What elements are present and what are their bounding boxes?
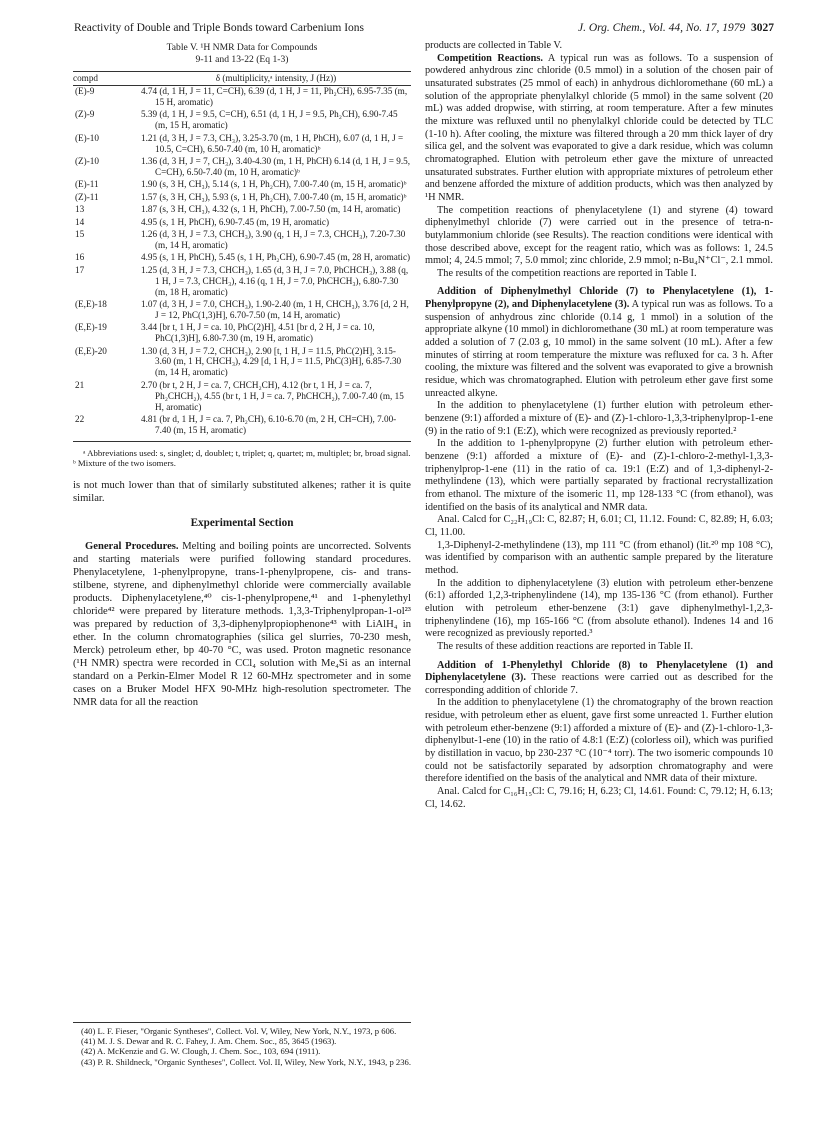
nmr-data: 4.95 (s, 1 H, PhCH), 6.90-7.45 (m, 19 H, aromatic) (141, 216, 330, 227)
paragraph-body: A typical run was as follows. To a suspension of powdered anhydrous zinc chloride (0.5 mmol) in a solution of the chosen pair of unsaturated substrates (25 mmol of each) in anhydrous dichloromethane (60 mL) a solution of the appropriate phenylalkyl chloride (5 mmol) in the same solvent (20 mL) was added dropwise, with stirring, at room temperature. After a few minutes the mixture was refluxed until no phenylalkyl chloride could be detected by TLC (1-10 h). After cooling, the mixture was filtered through a 20 mm thick layer of dry silica gel, and the solvent was evaporated to give a dark residue, which was column chromatographed. Elution with petroleum ether gave the mixture of unreacted unsaturated substrates. Further elution with appropriate mixtures of petroleum ether and benzene afforded the mixture of addition products, which was then analyzed by ¹H NMR. (425, 52, 773, 203)
table-row (73, 156, 411, 179)
table-caption-line1: Table V. ¹H NMR Data for Compounds (166, 42, 318, 53)
compound-id: 16 (75, 252, 85, 263)
running-header (74, 22, 774, 40)
paragraph (425, 53, 773, 205)
nmr-data: 1.26 (d, 3 H, J = 7.3, CHCH₃), 3.90 (q, 1 H, J = 7.3, CHCH₃), 7.20-7.30 (m, 14 H, aromatic) (141, 228, 406, 250)
paragraph: In the addition to 1-phenylpropyne (2) further elution with petroleum ether-benzene (9:1) afforded a mixture of (E)- and (Z)-1-chloro-2-methyl-1,3,3-triphenylprop-1-ene (11) in the ratio of ca. 19:1 (E:Z) and of 1,3-diphenyl-2-methylindene (13), which were partially separated by fractional recrystallization from ethanol. The mixture of the isomeric 11, mp 128-133 °C (from ethanol), was identified on the basis of its analytical and NMR data. (425, 438, 773, 513)
paragraph: products are collected in Table V. (425, 40, 563, 51)
table-row (73, 179, 411, 191)
paragraph (425, 660, 773, 698)
reference-42: (42) A. McKenzie and G. W. Clough, J. Chem. Soc., 103, 694 (1911). (81, 1046, 321, 1057)
continuation-text: is not much lower than that of similarly substituted alkenes; rather it is quite similar. (73, 479, 411, 504)
paragraph: In the addition to phenylacetylene (1) the chromatography of the brown reaction residue, with petroleum ether as eluent, gave first some unreacted 1. Further elution with petroleum ether-benzene (9:1) afforded a mixture of (E)- and (Z)-1-chloro-1,3-diphenylbut-1-ene (10) in the ratio of 4.8:1 (E:Z) (colorless oil), which was purified by distillation in vacuo, bp 230-237 °C (10⁻⁴ torr). The two isomeric compounds 10 could not be satisfactorily separated by adsorption chromatography and were therefore identified on the basis of the analytical and NMR data of their mixture. (425, 697, 773, 785)
section-title: Experimental Section (190, 516, 294, 529)
right-column (425, 40, 773, 811)
nmr-data: 4.95 (s, 1 H, PhCH), 5.45 (s, 1 H, Ph₂CH), 6.90-7.45 (m, 28 H, aromatic) (141, 252, 411, 263)
nmr-data: 2.70 (br t, 2 H, J = ca. 7, CHCH₂CH), 4.12 (br t, 1 H, J = ca. 7, Ph₂CHCH₂), 4.55 (br t, 1 H, J = ca. 7, PhCHCH₂), 7.00-7.40 (m, 15 H, aromatic) (141, 379, 404, 412)
paragraph-body: A typical run was as follows. To a suspension of anhydrous zinc chloride (0.14 g, 1 mmol) in a solution of the appropriate alkyne (10 mmol) in dichloromethane (30 mL) at room temperature was added a solution of 7 (2.03 g, 10 mmol) in the same solvent (10 mL). After a few minutes of stirring at room temperature the mixture was refluxed for ca. 3 h. After cooling, the mixture was filtered and the solvent was evaporated to give a brownish residue, which was chromatographed. Elution with petroleum ether gave first some unreacted alkyne. (425, 299, 773, 399)
col-header-compd: compd (73, 72, 141, 86)
compound-id: (E,E)-19 (75, 322, 107, 333)
table-row (73, 86, 411, 110)
journal-name: J. Org. Chem., Vol. 44, No. 17, 1979 (577, 22, 746, 34)
compound-id: (Z)-10 (75, 156, 99, 167)
reference-40: (40) L. F. Fieser, "Organic Syntheses", Collect. Vol. V, Wiley, New York, N.Y., 1973, p 606. (81, 1026, 397, 1036)
table-caption-line2: 9-11 and 13-22 (Eq 1-3) (195, 53, 289, 65)
table-header-row (73, 72, 411, 86)
table-row (73, 217, 411, 229)
paragraph: 1,3-Diphenyl-2-methylindene (13), mp 111 °C (from ethanol) (lit.²⁰ mp 108 °C), was identified by comparison with an authentic sample prepared by the literature method. (425, 539, 773, 576)
paragraph: The competition reactions of phenylacetylene (1) and styrene (4) toward diphenylmethyl chloride (7) were carried out in the presence of tetra-n-butylammonium chloride (see Results). The reaction conditions were identical with those described above, except for the reagent ratio, which was as follows: 1, 24.5 mmol; 4, 24.5 mmol; 7, 5.0 mmol; zinc chloride, 2.9 mmol; n-Bu₄N⁺Cl⁻, 2.1 mmol. (425, 204, 773, 267)
compound-id: 15 (75, 228, 85, 239)
compound-id: (Z)-11 (75, 191, 99, 202)
table-row (73, 322, 411, 345)
table-row (73, 346, 411, 380)
nmr-data: 1.57 (s, 3 H, CH₃), 5.93 (s, 1 H, Ph₂CH), 7.00-7.40 (m, 15 H, aromatic)ᵇ (141, 191, 407, 202)
compound-id: 14 (75, 216, 85, 227)
page-number: 3027 (751, 22, 774, 34)
paragraph: Anal. Calcd for C₁₆H₁₅Cl: C, 79.16; H, 6.23; Cl, 14.61. Found: C, 79.12; H, 6.13; Cl, 14.62. (425, 786, 773, 810)
nmr-data: 1.21 (d, 3 H, J = 7.3, CH₃), 3.25-3.70 (m, 1 H, PhCH), 6.07 (d, 1 H, J = 10.5, C=CH), 6.50-7.40 (m, 10 H, aromatic)ᵇ (141, 132, 404, 154)
references (73, 1022, 411, 1067)
table-row (73, 109, 411, 132)
paragraph-body: Melting and boiling points are uncorrected. Solvents and starting materials were purified following standard procedures. Phenylacetylene, 1-phenylpropyne, trans-1-phenylpropene, cis- and trans-stilbene, styrene, and diphenylmethyl chloride were commercially available products. Diphenylacetylene,⁴⁰ cis-1-phenylpropene,⁴¹ and 1-phenylethyl chloride⁴² were prepared by literature methods. 1,3,3-Triphenylpropan-1-ol²³ was prepared by reduction of 3,3-diphenylpropiophenone⁴³ with LiAlH₄ in ether. In the column chromatographies (silica gel slurries, 70-230 mesh, Merck) petroleum ether, bp 40-70 °C, was used. Proton magnetic resonance (¹H NMR) spectra were recorded in CCl₄ solution with Me₄Si as an internal standard on a Perkin-Elmer Model R 12 60-MHz spectrometer and in some cases on a Bruker Model HFX 90-MHz high-resolution spectrometer. The NMR data for all the reaction (73, 540, 412, 708)
paragraph: Anal. Calcd for C₂₂H₁₉Cl: C, 82.87; H, 6.01; Cl, 11.12. Found: C, 82.89; H, 6.03; Cl, 11.00. (425, 514, 773, 538)
nmr-data: 1.30 (d, 3 H, J = 7.2, CHCH₃), 2.90 [t, 1 H, J = 11.5, PhC(2)H], 3.15-3.60 (m, 1 H, CHCH₃), 4.29 [d, 1 H, J = 11.5, PhC(3)H], 6.85-7.30 (m, 14 H, aromatic) (141, 345, 402, 378)
nmr-data: 1.25 (d, 3 H, J = 7.3, CHCH₃), 1.65 (d, 3 H, J = 7.0, PhCHCH₃), 3.88 (q, 1 H, J = 7.3, CHCH₃), 4.16 (q, 1 H, J = 7.0, PhCHCH₃), 6.80-7.30 (m, 18 H, aromatic) (141, 264, 409, 297)
table-row (73, 204, 411, 216)
table-row (73, 380, 411, 414)
paragraph (425, 286, 773, 400)
running-title: Reactivity of Double and Triple Bonds toward Carbenium Ions (74, 22, 365, 34)
compound-id: 22 (75, 413, 85, 424)
table-row (73, 192, 411, 204)
journal-citation (578, 22, 774, 34)
paragraph-heading: Addition of Diphenylmethyl Chloride (7) to Phenylacetylene (1), 1-Phenylpropyne (2), and Diphenylacetylene (3). (425, 286, 773, 311)
compound-id: (E,E)-18 (75, 298, 107, 309)
table-caption (73, 42, 411, 65)
paragraph: The results of these addition reactions are reported in Table II. (437, 640, 694, 652)
paragraph-heading: Addition of 1-Phenylethyl Chloride (8) to Phenylacetylene (1) and Diphenylacetylene (3). (425, 659, 773, 684)
general-procedures-paragraph (73, 540, 411, 709)
paragraph-heading: General Procedures. (85, 540, 179, 552)
col-header-delta: δ (multiplicity,ᵃ intensity, J (Hz)) (141, 72, 411, 86)
nmr-data: 1.87 (s, 3 H, CH₃), 4.32 (s, 1 H, PhCH), 7.00-7.50 (m, 14 H, aromatic) (141, 204, 401, 215)
compound-id: (E)-11 (75, 179, 99, 190)
nmr-data: 5.39 (d, 1 H, J = 9.5, C=CH), 6.51 (d, 1 H, J = 9.5, Ph₂CH), 6.90-7.45 (m, 15 H, aromatic) (141, 109, 398, 131)
nmr-data: 4.74 (d, 1 H, J = 11, C=CH), 6.39 (d, 1 H, J = 11, Ph₂CH), 6.95-7.35 (m, 15 H, aromatic) (141, 86, 408, 107)
nmr-table (73, 71, 411, 442)
reference-41: (41) M. J. S. Dewar and R. C. Fahey, J. Am. Chem. Soc., 85, 3645 (1963). (81, 1036, 337, 1047)
nmr-data: 1.36 (d, 3 H, J = 7, CH₃), 3.40-4.30 (m, 1 H, PhCH) 6.14 (d, 1 H, J = 9.5, C=CH), 6.50-7.40 (m, 10 H, aromatic)ᵇ (141, 156, 411, 177)
nmr-data: 3.44 [br t, 1 H, J = ca. 10, PhC(2)H], 4.51 [br d, 2 H, J = ca. 10, PhC(1,3)H], 6.80-7.30 (m, 19 H, aromatic) (141, 322, 375, 344)
nmr-data: 1.07 (d, 3 H, J = 7.0, CHCH₃), 1.90-2.40 (m, 1 H, CHCH₃), 3.76 [d, 2 H, J = 12, PhC(1,3)H], 6.70-7.50 (m, 14 H, aromatic) (141, 298, 409, 320)
paragraph: The results of the competition reactions are reported in Table I. (437, 267, 697, 279)
compound-id: 13 (75, 204, 85, 215)
paragraph-heading: Competition Reactions. (437, 52, 543, 64)
paragraph: In the addition to phenylacetylene (1) further elution with petroleum ether-benzene (9:1) afforded a mixture of (E)- and (Z)-1-chloro-1,3,3-triphenylprop-1-ene (9) in the ratio of 9:1 (E:Z), which were recognized as previously reported.² (425, 400, 773, 437)
table-footnote: ᵃ Abbreviations used: s, singlet; d, doublet; t, triplet; q, quartet; m, multiplet; br, broad signal. ᵇ Mixture of the two isomers. (73, 447, 411, 469)
compound-id: (Z)-9 (75, 109, 95, 120)
table-row (73, 229, 411, 252)
table-row (73, 252, 411, 264)
compound-id: (E,E)-20 (75, 345, 107, 356)
table-row (73, 265, 411, 299)
table-body (73, 86, 411, 442)
nmr-data: 4.81 (br d, 1 H, J = ca. 7, Ph₂CH), 6.10-6.70 (m, 2 H, CH=CH), 7.00-7.40 (m, 15 H, aromatic) (141, 413, 397, 435)
compound-id: (E)-10 (75, 132, 99, 143)
compound-id: (E)-9 (75, 86, 95, 97)
table-row (73, 414, 411, 441)
table-row (73, 299, 411, 322)
table-row (73, 133, 411, 156)
paragraph-body: These reactions were carried out as described for the corresponding addition of chloride 7. (425, 672, 773, 696)
compound-id: 17 (75, 264, 85, 275)
paragraph: In the addition to diphenylacetylene (3) elution with petroleum ether-benzene (6:1) afforded 1,2,3-triphenylindene (14), mp 135-136 °C (from ethanol). Further elution with petroleum ether-benzene (3:1) gave diphenylmethyl-1,2,3-triphenylindene (16), mp 165-166 °C (from absolute ethanol). Indenes 14 and 16 were recognized as previously reported.³ (425, 577, 773, 640)
nmr-data: 1.90 (s, 3 H, CH₃), 5.14 (s, 1 H, Ph₂CH), 7.00-7.40 (m, 15 H, aromatic)ᵇ (141, 179, 407, 190)
reference-43: (43) P. R. Shildneck, "Organic Syntheses", Collect. Vol. II, Wiley, New York, N.Y., 1943, p 236. (81, 1056, 411, 1067)
left-column (73, 40, 411, 709)
compound-id: 21 (75, 379, 85, 390)
